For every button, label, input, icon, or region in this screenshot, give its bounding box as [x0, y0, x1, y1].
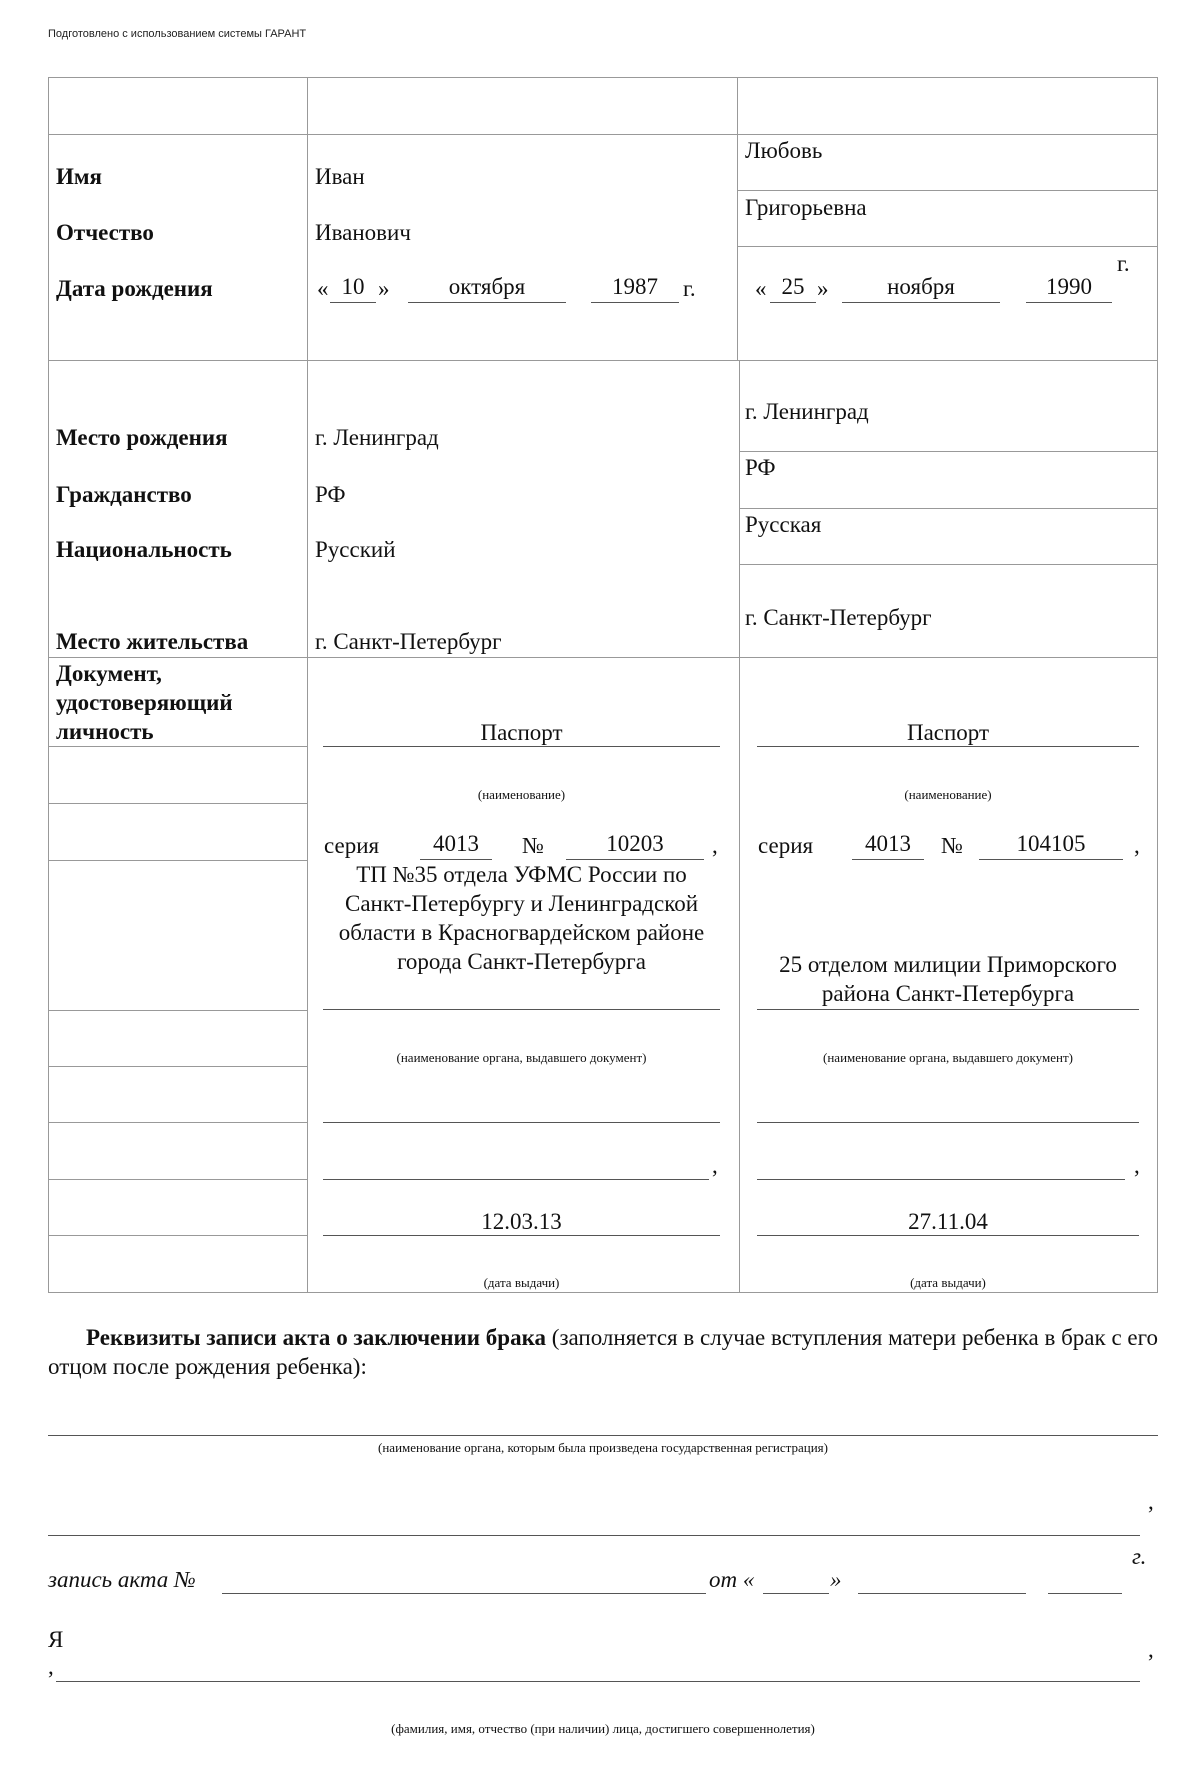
- comma: ,: [1148, 1489, 1154, 1514]
- father-name: Иван: [315, 164, 365, 189]
- caption-date: (дата выдачи): [483, 1275, 560, 1290]
- table-row-line: [739, 564, 1158, 565]
- marriage-heading-note: (заполняется в случае вступления матери ребенка в брак с его отцом после рождения ребенка):: [48, 1325, 1159, 1379]
- label-patronymic: Отчество: [56, 220, 154, 245]
- mother-nationality: Русская: [745, 512, 822, 537]
- table-row-line: [48, 360, 1158, 361]
- registration-authority-line-2[interactable]: [48, 1535, 1140, 1536]
- record-year-field[interactable]: [1048, 1593, 1122, 1594]
- table-column-divider-1: [307, 77, 308, 1292]
- underline: [757, 1179, 1125, 1180]
- table-row-line: [739, 451, 1158, 452]
- table-row-line: [48, 1235, 307, 1236]
- mother-birth-place: г. Ленинград: [745, 399, 869, 424]
- underline: [842, 302, 1000, 303]
- underline: [323, 1235, 720, 1236]
- year-suffix: г.: [683, 276, 696, 301]
- mother-doc-date: 27.11.04: [908, 1209, 988, 1234]
- mother-name: Любовь: [745, 138, 823, 163]
- table-column-divider-2b: [739, 360, 740, 1292]
- registration-authority-line[interactable]: [48, 1435, 1158, 1436]
- number-sign: №: [941, 833, 963, 858]
- comma: ,: [48, 1654, 54, 1679]
- label-residence: Место жительства: [56, 629, 249, 654]
- father-nationality: Русский: [315, 537, 396, 562]
- caption-name: (наименование): [477, 787, 566, 802]
- father-doc-date: 12.03.13: [481, 1209, 562, 1234]
- underline: [757, 1009, 1139, 1010]
- table-row-line: [48, 1066, 307, 1067]
- from-label: от «: [709, 1567, 755, 1592]
- caption-date: (дата выдачи): [910, 1275, 986, 1290]
- label-birth-place: Место рождения: [56, 425, 228, 450]
- table-row-line: [48, 1122, 307, 1123]
- underline: [757, 1122, 1139, 1123]
- year-suffix: г.: [1117, 251, 1130, 276]
- caption-issuer: (наименование органа, выдавшего документ): [823, 1050, 1073, 1065]
- underline: [757, 746, 1139, 747]
- comma: ,: [712, 833, 718, 858]
- i-label: Я: [48, 1627, 64, 1652]
- comma: ,: [712, 1153, 718, 1178]
- father-patronymic: Иванович: [315, 220, 411, 245]
- table-row-line: [48, 1179, 307, 1180]
- table-row-line: [48, 1010, 307, 1011]
- person-name-field[interactable]: [56, 1681, 1140, 1682]
- record-label: запись акта №: [48, 1567, 196, 1592]
- marriage-heading-title: Реквизиты записи акта о заключении брака: [86, 1325, 546, 1350]
- father-doc-number: 10203: [606, 831, 664, 856]
- label-birth-date: Дата рождения: [56, 276, 213, 301]
- comma: ,: [1148, 1637, 1154, 1662]
- caption-registration: (наименование органа, которым была произведена государственная регистрация): [378, 1440, 828, 1455]
- mother-doc-name: Паспорт: [906, 720, 990, 745]
- comma: ,: [1134, 1153, 1140, 1178]
- underline: [1026, 302, 1112, 303]
- number-sign: №: [522, 833, 544, 858]
- quote-close: »: [817, 276, 829, 301]
- mother-doc-number: 104105: [1016, 831, 1086, 856]
- table-column-divider-2: [737, 77, 738, 360]
- table-row-line: [48, 746, 307, 747]
- mother-birth-day: 25: [781, 274, 805, 299]
- close-quote: »: [830, 1567, 842, 1592]
- record-number-field[interactable]: [222, 1593, 706, 1594]
- mother-doc-issuer-box: [757, 860, 1139, 1008]
- label-nationality: Национальность: [56, 537, 232, 562]
- header-note: Подготовлено с использованием системы ГАРАНТ: [48, 28, 307, 40]
- mother-birth-month: ноября: [887, 274, 955, 299]
- father-residence: г. Санкт-Петербург: [315, 629, 502, 654]
- table-row-line: [737, 190, 1158, 191]
- caption-issuer: (наименование органа, выдавшего документ): [396, 1050, 647, 1065]
- mother-citizenship: РФ: [745, 455, 776, 480]
- underline: [408, 302, 566, 303]
- underline: [770, 302, 816, 303]
- label-citizenship: Гражданство: [56, 482, 192, 507]
- father-citizenship: РФ: [315, 482, 346, 507]
- marriage-heading: [48, 1323, 1158, 1381]
- comma: ,: [1134, 833, 1140, 858]
- father-birth-year: 1987: [612, 274, 658, 299]
- label-identity-document: Документ, удостоверяющий личность: [56, 661, 233, 744]
- record-month-field[interactable]: [858, 1593, 1026, 1594]
- caption-name: (наименование): [904, 787, 992, 802]
- underline: [757, 1235, 1139, 1236]
- record-day-field[interactable]: [763, 1593, 829, 1594]
- table-row-line: [48, 803, 307, 804]
- quote-open: «: [317, 276, 329, 301]
- caption-person: (фамилия, имя, отчество (при наличии) лица, достигшего совершеннолетия): [391, 1721, 815, 1736]
- father-birth-day: 10: [341, 274, 365, 299]
- table-row-line: [48, 134, 1158, 135]
- underline: [591, 302, 679, 303]
- mother-doc-issuer: 25 отделом милиции Приморского района Санкт-Петербурга: [779, 952, 1117, 1006]
- underline: [323, 1179, 709, 1180]
- father-doc-series: 4013: [433, 831, 479, 856]
- father-birth-place: г. Ленинград: [315, 425, 439, 450]
- year-suffix: г.: [1132, 1544, 1147, 1569]
- underline: [323, 1122, 720, 1123]
- underline: [330, 302, 376, 303]
- table-border-left: [48, 77, 49, 1292]
- father-doc-name: Паспорт: [480, 720, 563, 745]
- quote-open: «: [755, 276, 767, 301]
- mother-patronymic: Григорьевна: [745, 195, 867, 220]
- underline: [323, 746, 720, 747]
- quote-close: »: [378, 276, 390, 301]
- series-label: серия: [324, 833, 380, 858]
- mother-doc-series: 4013: [865, 831, 911, 856]
- label-name: Имя: [56, 164, 102, 189]
- father-doc-issuer: ТП №35 отдела УФМС России по Санкт-Петербургу и Ленинградской области в Красногвардейском районе города Санкт-Петербурга: [338, 862, 705, 974]
- table-row-line: [48, 77, 1158, 78]
- table-row-line: [48, 860, 307, 861]
- mother-birth-year: 1990: [1046, 274, 1092, 299]
- table-row-line: [737, 246, 1158, 247]
- table-row-line: [739, 508, 1158, 509]
- father-birth-month: октября: [448, 274, 526, 299]
- series-label: серия: [758, 833, 814, 858]
- mother-residence: г. Санкт-Петербург: [745, 605, 932, 630]
- table-border-right: [1157, 77, 1158, 1292]
- table-row-line: [48, 1292, 1158, 1293]
- table-row-line: [48, 657, 1158, 658]
- underline: [323, 1009, 720, 1010]
